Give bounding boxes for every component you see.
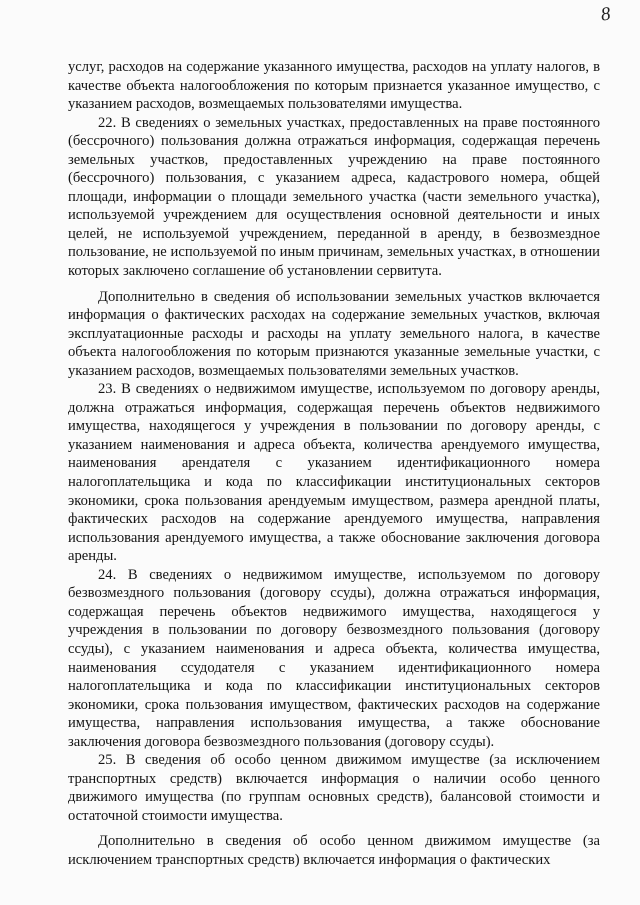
document-body <box>68 58 600 870</box>
page-number: 8 <box>599 3 612 26</box>
paragraph-continuation: услуг, расходов на содержание указанного имущества, расходов на уплату налогов, в качестве объекта налогообложения по которым признается указанное имущество, с указанием расходов, возмещаемых пользователями имущества. <box>68 59 600 113</box>
paragraph-land-plots-additional: Дополнительно в сведения об использовании земельных участков включается информация о фактических расходах на содержание земельных участков, включая эксплуатационные расходы и расходы на уплату земельного налога, в качестве объекта налогообложения по которым признаются указанные земельные участки, с указанием расходов, возмещаемых пользователями земельных участков. <box>68 288 600 379</box>
paragraph-24-free-use: 24. В сведениях о недвижимом имуществе, используемом по договору безвозмездного пользования (договору ссуды), должна отражаться информация, содержащая перечень объектов недвижимого имущества, находящегося у учреждения в пользовании по договору безвозмездного пользования (договору ссуды), с указанием наименования и адреса объекта, количества имущества, наименования ссудодателя с указанием идентификационного номера налогоплательщика и кода по классификации институциональных секторов экономики, срока пользования имуществом, фактических расходов на содержание имущества, направления использования имущества, а также обоснование заключения договора безвозмездного пользования (договору ссуды). <box>68 566 600 750</box>
paragraph-22-land-plots: 22. В сведениях о земельных участках, предоставленных на праве постоянного (бессрочного) пользования должна отражаться информация, содержащая перечень земельных участков, предоставленных учреждению на праве постоянного (бессрочного) пользования, с указанием адреса, кадастрового номера, общей площади, информации о площади земельного участка (части земельного участка), используемой учреждением для осуществления основной деятельности и иных целей, не используемой учреждением, переданной в аренду, в безвозмездное пользование, не используемой по иным причинам, земельных участках, в отношении которых заключено соглашение об установлении сервитута. <box>68 114 600 280</box>
paragraph-23-lease: 23. В сведениях о недвижимом имуществе, используемом по договору аренды, должна отражаться информация, содержащая перечень объектов недвижимого имущества, находящегося у учреждения в пользовании по договору аренды, с указанием наименования и адреса объекта, количества арендуемого имущества, наименования арендателя с указанием идентификационного номера налогоплательщика и кода по классификации институциональных секторов экономики, срока пользования арендуемым имуществом, размера арендной платы, фактических расходов на содержание арендуемого имущества, направления использования арендуемого имущества, а также обоснование заключения договора аренды. <box>68 381 600 565</box>
paragraph-25-valuable-movable-property: 25. В сведения об особо ценном движимом имуществе (за исключением транспортных средств) включается информация о наличии особо ценного движимого имущества (по группам основных средств), балансовой стоимости и остаточной стоимости имущества. <box>68 752 600 824</box>
paragraph-valuable-property-additional: Дополнительно в сведения об особо ценном движимом имуществе (за исключением транспортных средств) включается информация о фактических <box>68 833 600 868</box>
